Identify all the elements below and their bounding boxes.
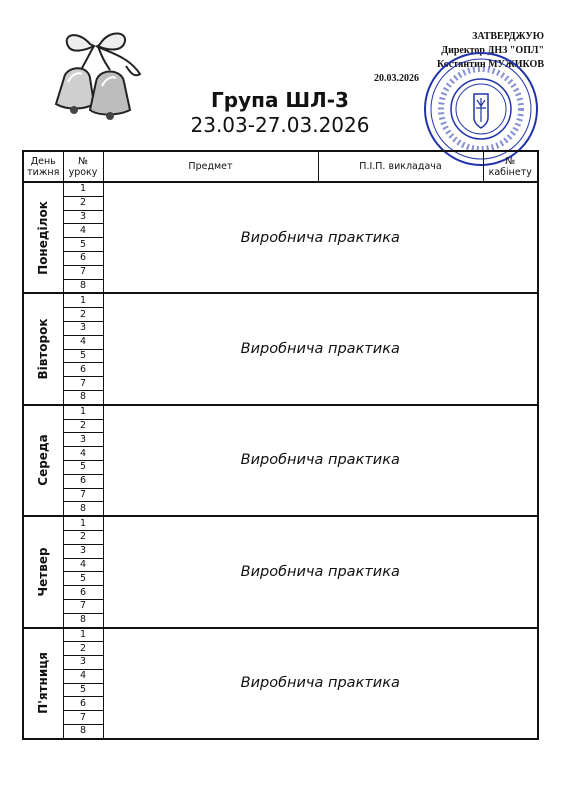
lesson-number: 7 [63, 488, 103, 502]
approval-director-name: Костянтин МУЖИКОВ [437, 59, 544, 70]
lesson-number: 3 [63, 544, 103, 558]
day-name: Вівторок [36, 318, 51, 380]
lesson-number: 4 [63, 558, 103, 572]
header-room: № кабінету [483, 151, 538, 182]
day-name: Понеділок [36, 200, 51, 275]
week-dates: 23.03-27.03.2026 [190, 113, 370, 137]
header-teacher: П.І.П. викладача [318, 151, 483, 182]
lesson-number: 4 [63, 224, 103, 238]
lesson-number: 8 [63, 279, 103, 293]
approval-position: Директор ДНЗ "ОПЛ" [441, 45, 544, 56]
subject-cell: Виробнича практика [103, 628, 538, 739]
schedule-body [23, 182, 538, 739]
day-name: Четвер [36, 547, 51, 597]
lesson-number: 8 [63, 502, 103, 516]
day-cell [23, 628, 63, 739]
subject-cell: Виробнича практика [103, 405, 538, 516]
lesson-number: 5 [63, 238, 103, 252]
lesson-number: 6 [63, 251, 103, 265]
table-row [23, 628, 538, 642]
lesson-number: 8 [63, 613, 103, 627]
lesson-number: 2 [63, 419, 103, 433]
day-cell [23, 405, 63, 516]
subject-cell: Виробнича практика [103, 293, 538, 404]
subject-cell: Виробнича практика [103, 516, 538, 627]
lesson-number: 3 [63, 656, 103, 670]
header-lesson: № уроку [63, 151, 103, 182]
bells-with-bow-icon [48, 26, 148, 122]
lesson-number: 7 [63, 711, 103, 725]
lesson-number: 3 [63, 210, 103, 224]
lesson-number: 6 [63, 474, 103, 488]
lesson-number: 4 [63, 335, 103, 349]
lesson-number: 4 [63, 447, 103, 461]
lesson-number: 6 [63, 586, 103, 600]
subject-cell: Виробнича практика [103, 182, 538, 293]
approval-heading: ЗАТВЕРДЖУЮ [472, 31, 544, 42]
day-cell [23, 182, 63, 293]
lesson-number: 4 [63, 669, 103, 683]
lesson-number: 8 [63, 390, 103, 404]
lesson-number: 2 [63, 642, 103, 656]
table-row [23, 182, 538, 196]
lesson-number: 6 [63, 697, 103, 711]
lesson-number: 1 [63, 293, 103, 307]
table-row [23, 293, 538, 307]
lesson-number: 5 [63, 683, 103, 697]
title-block [150, 88, 410, 138]
lesson-number: 3 [63, 433, 103, 447]
lesson-number: 7 [63, 265, 103, 279]
day-cell [23, 293, 63, 404]
lesson-number: 1 [63, 516, 103, 530]
approval-date: 20.03.2026 [374, 73, 419, 84]
group-title: Група ШЛ-3 [211, 88, 349, 112]
lesson-number: 2 [63, 196, 103, 210]
table-row [23, 516, 538, 530]
lesson-number: 2 [63, 530, 103, 544]
lesson-number: 7 [63, 599, 103, 613]
lesson-number: 1 [63, 405, 103, 419]
table-row [23, 405, 538, 419]
day-cell [23, 516, 63, 627]
lesson-number: 3 [63, 321, 103, 335]
lesson-number: 1 [63, 182, 103, 196]
table-header-row [23, 151, 538, 182]
schedule-table [22, 150, 539, 740]
header-day: День тижня [23, 151, 63, 182]
lesson-number: 5 [63, 460, 103, 474]
lesson-number: 5 [63, 572, 103, 586]
lesson-number: 1 [63, 628, 103, 642]
day-name: Середа [36, 434, 51, 487]
lesson-number: 8 [63, 725, 103, 739]
lesson-number: 2 [63, 308, 103, 322]
lesson-number: 6 [63, 363, 103, 377]
header-subject: Предмет [103, 151, 318, 182]
lesson-number: 7 [63, 377, 103, 391]
lesson-number: 5 [63, 349, 103, 363]
day-name: П'ятниця [36, 652, 51, 715]
